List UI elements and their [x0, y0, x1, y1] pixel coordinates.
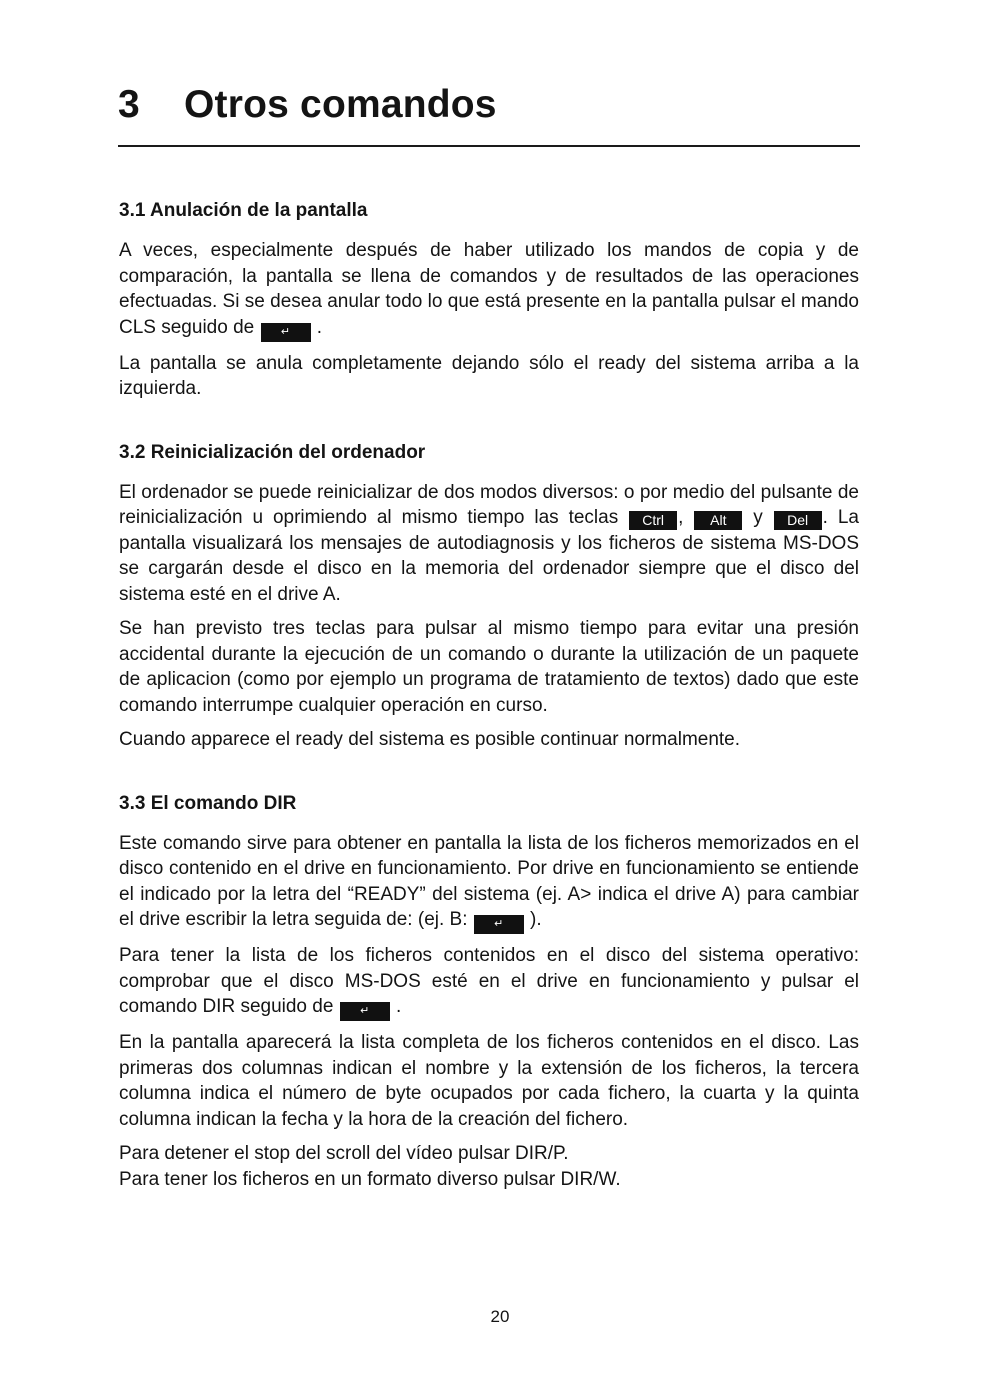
paragraph-text: Este comando sirve para obtener en pantalla la lista de los ficheros memorizados en el disco contenido en el drive en funcionamiento. Por drive en funcionamiento se entiende el indicado por la letra del “READY” del sistema (ej. A> indica el drive A) para cambiar el drive escribir la letra seguida de: (ej. B: [119, 832, 859, 930]
chapter-number: 3 [118, 83, 140, 126]
page-number: 20 [490, 1307, 510, 1326]
paragraph [119, 943, 859, 1021]
paragraph [119, 480, 859, 608]
enter-key-icon: ↵ [261, 323, 311, 342]
section-3-1 [119, 198, 859, 402]
section-3-3 [119, 791, 859, 1193]
section-heading: 3.1 Anulación de la pantalla [119, 200, 368, 221]
alt-key-label: Alt [694, 511, 742, 530]
paragraph-text: ). [524, 909, 542, 930]
paragraph-text: A veces, especialmente después de haber utilizado los mandos de copia y de comparación, la pantalla se llena de comandos y de resultados de las operaciones efectuadas. Si se desea anular todo lo que está presente en la pantalla pulsar el mando CLS seguido de [119, 240, 859, 338]
paragraph-text: . [390, 996, 402, 1017]
section-heading: 3.3 El comando DIR [119, 792, 297, 814]
paragraph [119, 1141, 859, 1192]
paragraph [119, 238, 859, 342]
paragraph-text: y [743, 507, 773, 528]
ctrl-key-label: Ctrl [629, 511, 677, 530]
paragraph-text: Para tener la lista de los ficheros contenidos en el disco del sistema operativo: comprobar que el disco MS-DOS esté en el drive en funcionamiento y pulsar el comando DIR seguido de [119, 945, 859, 1017]
paragraph-text: . La pantalla visualizará los mensajes de autodiagnosis y los ficheros de sistema MS-DOS se cargarán desde el disco en la memoria del ordenador siempre que el disco del sistema esté en el drive A. [119, 507, 859, 605]
paragraph: Se han previsto tres teclas para pulsar al mismo tiempo para evitar una presión accidental durante la ejecución de un comando o durante la utilización de un paquete de aplicacion (como por ejemplo un programa de tratamiento de textos) dado que este comando interrumpe cualquier operación en curso. [119, 618, 859, 716]
paragraph-text: El ordenador se puede reinicializar de dos modos diversos: o por medio del pulsante de reinicialización u oprimiendo al mismo tiempo las teclas [119, 481, 859, 528]
section-3-2 [119, 440, 859, 753]
paragraph: La pantalla se anula completamente dejando sólo el ready del sistema arriba a la izquierda. [119, 352, 859, 399]
chapter-title [118, 80, 497, 130]
del-key-label: Del [774, 511, 822, 530]
paragraph-text: , [678, 507, 694, 528]
paragraph-line: Para tener los ficheros en un formato diverso pulsar DIR/W. [119, 1168, 621, 1190]
paragraph-line: Para detener el stop del scroll del vídeo pulsar DIR/P. [119, 1143, 569, 1164]
page-content [119, 198, 859, 1230]
section-heading: 3.2 Reinicialización del ordenador [119, 441, 426, 463]
chapter-name: Otros comandos [184, 83, 497, 126]
enter-key-icon: ↵ [474, 915, 524, 934]
enter-key-icon: ↵ [340, 1002, 390, 1021]
paragraph: En la pantalla aparecerá la lista completa de los ficheros contenidos en el disco. Las primeras dos columnas indican el nombre y la extensión de los ficheros, la tercera columna indica el número de byte ocupados por cada fichero, la cuarta y la quinta columna indican la fecha y la hora de la creación del fichero. [119, 1032, 859, 1130]
paragraph [119, 831, 859, 935]
title-divider [118, 145, 860, 147]
paragraph-text: . [311, 316, 323, 338]
paragraph: Cuando apparece el ready del sistema es posible continuar normalmente. [119, 729, 741, 750]
